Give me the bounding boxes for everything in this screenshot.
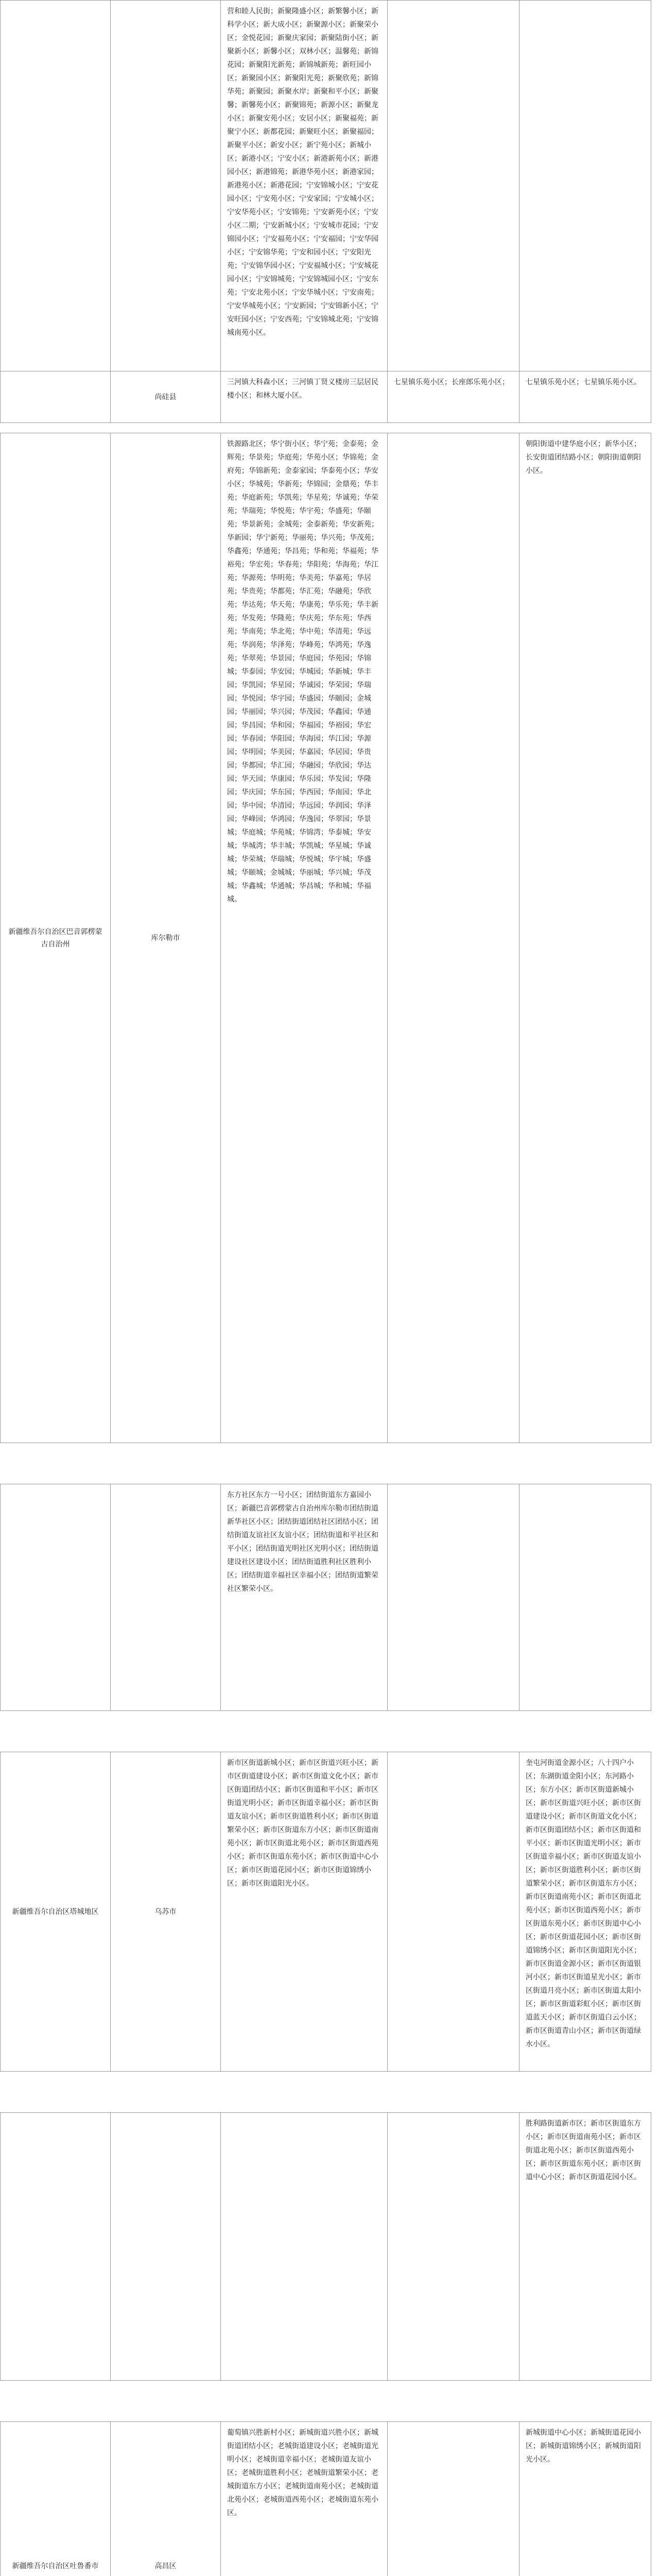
high-risk-cell: 东方社区东方一号小区；团结街道东方嘉园小区；新疆巴音郭楞蒙古自治州库尔勒市团结街道新华社区小区；团结街道团结社区团结小区；团结街道友谊社区友谊小区；团结街道和平社区和平小区；团结街道光明社区光明小区；团结街道建设社区建设小区；团结街道胜利社区胜利小区；团结街道幸福社区幸福小区；团结街道繁荣社区繁荣小区。: [221, 1484, 388, 1711]
high-risk-cell: 新市区街道新城小区；新市区街道兴旺小区；新市区街道建设小区；新市区街道文化小区；新市区街道团结小区；新市区街道和平小区；新市区街道光明小区；新市区街道幸福小区；新市区街道友谊小区；新市区街道胜利小区；新市区街道繁荣小区；新市区街道东方小区；新市区街道南苑小区；新市区街道北苑小区；新市区街道西苑小区；新市区街道东苑小区；新市区街道中心小区；新市区街道花园小区；新市区街道锦绣小区；新市区街道阳光小区。: [221, 1752, 388, 2072]
mid-risk-cell: [388, 1484, 519, 1711]
risk-table-block: [0, 0, 651, 423]
district-cell: [111, 1484, 221, 1711]
mid-risk-cell: 七星镇乐苑小区；长座郎乐苑小区；: [388, 371, 519, 423]
low-risk-cell: [519, 1, 651, 371]
region-cell: [1, 1, 111, 371]
high-risk-cell: 铁源路北区；华宁街小区；华宁苑；金泰苑；金辉苑；华景苑；华庭苑；华苑小区；华锦苑；金府苑；华锦新苑；金泰家园；华泰苑小区；华安小区；华城苑；华新苑；华锦园；金鼎苑；华丰苑；华庭新苑；华凯苑；华星苑；华诚苑；华荣苑；华瑞苑；华悦苑；华宇苑；华盛苑；华颐苑；华景新苑；金城苑；金泰新苑；华安新苑；华新园；华宁新苑；华丽苑；华兴苑；华茂苑；华鑫苑；华通苑；华昌苑；华和苑；华福苑；华裕苑；华宏苑；华春苑；华阳苑；华海苑；华江苑；华源苑；华明苑；华美苑；华嘉苑；华居苑；华贵苑；华都苑；华汇苑；华融苑；华欣苑；华达苑；华天苑；华康苑；华乐苑；华丰新苑；华发苑；华隆苑；华庆苑；华东苑；华西苑；华南苑；华北苑；华中苑；华清苑；华远苑；华润苑；华泽苑；华峰苑；华鸿苑；华逸苑；华翠苑；华景园；华庭园；华苑园；华锦城；华泰园；华安园；华城园；华新城；华丰园；华凯园；华星园；华诚园；华荣园；华瑞园；华悦园；华宇园；华盛园；华颐园；金城园；华丽园；华兴园；华茂园；华鑫园；华通园；华昌园；华和园；华福园；华裕园；华宏园；华春园；华阳园；华海园；华江园；华源园；华明园；华美园；华嘉园；华居园；华贵园；华都园；华汇园；华融园；华欣园；华达园；华天园；华康园；华乐园；华发园；华隆园；华庆园；华东园；华西园；华南园；华北园；华中园；华清园；华远园；华润园；华泽园；华峰园；华鸿园；华逸园；华翠园；华景城；华庭城；华苑城；华锦湾；华泰城；华安城；华城湾；华丰城；华凯城；华星城；华诚城；华荣城；华瑞城；华悦城；华宇城；华盛城；华颐城；金城城；华丽城；华兴城；华茂城；华鑫城；华通城；华昌城；华和城；华福城。: [221, 433, 388, 1443]
high-risk-cell: 三河镇大科森小区；三河镇丁贤义楼房三层居民楼小区；和林大厦小区。: [221, 371, 388, 423]
high-risk-cell: 葡萄镇兴胜新村小区；新城街道兴胜小区；新城街道团结小区；老城街道建设小区；老城街道光明小区；老城街道幸福小区；老城街道友谊小区；老城街道胜利小区；老城街道繁荣小区；老城街道东方小区；老城街道南苑小区；老城街道北苑小区；老城街道西苑小区；老城街道东苑小区。: [221, 2422, 388, 2576]
low-risk-cell: 胜利路街道新市区；新市区街道东方小区；新市区街道南苑小区；新市区街道北苑小区；新市区街道西苑小区；新市区街道东苑小区；新市区街道中心小区；新市区街道花园小区。: [519, 2113, 651, 2381]
low-risk-cell: 奎屯河街道金源小区；八十四户小区；东湖街道金阳小区；东河路小区；东方小区；新市区街道新城小区；新市区街道兴旺小区；新市区街道建设小区；新市区街道文化小区；新市区街道团结小区；新市区街道和平小区；新市区街道光明小区；新市区街道幸福小区；新市区街道友谊小区；新市区街道胜利小区；新市区街道繁荣小区；新市区街道东方小区；新市区街道南苑小区；新市区街道北苑小区；新市区街道西苑小区；新市区街道东苑小区；新市区街道中心小区；新市区街道花园小区；新市区街道锦绣小区；新市区街道阳光小区；新市区街道金源小区；新市区街道银河小区；新市区街道星光小区；新市区街道月亮小区；新市区街道太阳小区；新市区街道彩虹小区；新市区街道蓝天小区；新市区街道白云小区；新市区街道青山小区；新市区街道绿水小区。: [519, 1752, 651, 2072]
risk-table-block: [0, 1752, 651, 2072]
table-row: [1, 1752, 651, 2072]
region-cell: 新疆维吾尔自治区吐鲁番市: [1, 2422, 111, 2576]
district-cell: 库尔勒市: [111, 433, 221, 1443]
high-risk-cell: [221, 2113, 388, 2381]
mid-risk-cell: [388, 1752, 519, 2072]
mid-risk-cell: [388, 2422, 519, 2576]
region-cell: [1, 2113, 111, 2381]
mid-risk-cell: [388, 2113, 519, 2381]
district-cell: 乌苏市: [111, 1752, 221, 2072]
table-row: [1, 433, 651, 1443]
low-risk-cell: 新城街道中心小区；新城街道花园小区；新城街道锦绣小区；新城街道阳光小区。: [519, 2422, 651, 2576]
table-row: [1, 1, 651, 371]
risk-table-block: [0, 2421, 651, 2576]
low-risk-cell: 朝阳街道中建华庭小区；新华小区；长安街道团结路小区；朝阳街道朝阳小区。: [519, 433, 651, 1443]
district-cell: [111, 2113, 221, 2381]
risk-table-block: [0, 1484, 651, 1711]
low-risk-cell: 七星镇乐苑小区；七星镇乐苑小区。: [519, 371, 651, 423]
region-cell: 新疆维吾尔自治区塔城地区: [1, 1752, 111, 2072]
risk-table-block: [0, 433, 651, 1443]
district-cell: [111, 1, 221, 371]
table-row: [1, 2422, 651, 2576]
high-risk-cell: 营和睦人民街；新聚隆盛小区；新繁馨小区；新科学小区；新大成小区；新聚源小区；新聚荣小区；金悦花园；新聚庆家园；新聚陆街小区；新聚新小区；新馨小区；双林小区；温馨苑；新锦花园；新聚阳光新苑；新锦城新苑；新旺园小区；新聚园小区；新聚阳光苑；新聚欣苑；新锦华苑；新聚园；新聚水岸；新聚和平小区；新聚馨；新馨苑小区；新聚锦苑；新源小区；新聚龙小区；新聚安苑小区；安居小区；新聚福苑；新聚宁小区；新都花园；新聚旺小区；新聚福园；新聚平小区；新安小区；新宁苑小区；新城小区；新港小区；宁安小区；新港新苑小区；新港园小区；新港锦苑；新港华苑小区；新港家园；新港苑小区；新港花园；宁安锦城小区；宁安花园小区；宁安苑小区；宁安家园；宁安城小区；宁安华苑小区；宁安锦苑；宁安新苑小区；宁安小区二期；宁安新城小区；宁安城市花园；宁安锦园小区；宁安福苑小区；宁安福园；宁安华园小区；宁安锦华苑；宁安和园小区；宁安阳光苑；宁安锦华园小区；宁安福城小区；宁安城花园小区；宁安锦城苑；宁安锦城园小区；宁安东苑；宁安北苑小区；宁安华城小区；宁安南苑；宁安华城苑小区；宁安新园；宁安锦新小区；宁安旺园小区；宁安西苑；宁安锦城北苑；宁安锦城南苑小区。: [221, 1, 388, 371]
district-cell: 尚硅县: [111, 371, 221, 423]
table-row: [1, 371, 651, 423]
district-cell: 高昌区: [111, 2422, 221, 2576]
low-risk-cell: [519, 1484, 651, 1711]
region-cell: [1, 1484, 111, 1711]
table-row: [1, 1484, 651, 1711]
table-row: [1, 2113, 651, 2381]
region-cell: 新疆维吾尔自治区巴音郭楞蒙古自治州: [1, 433, 111, 1443]
risk-table-block: [0, 2112, 651, 2381]
mid-risk-cell: [388, 1, 519, 371]
mid-risk-cell: [388, 433, 519, 1443]
region-cell: [1, 371, 111, 423]
